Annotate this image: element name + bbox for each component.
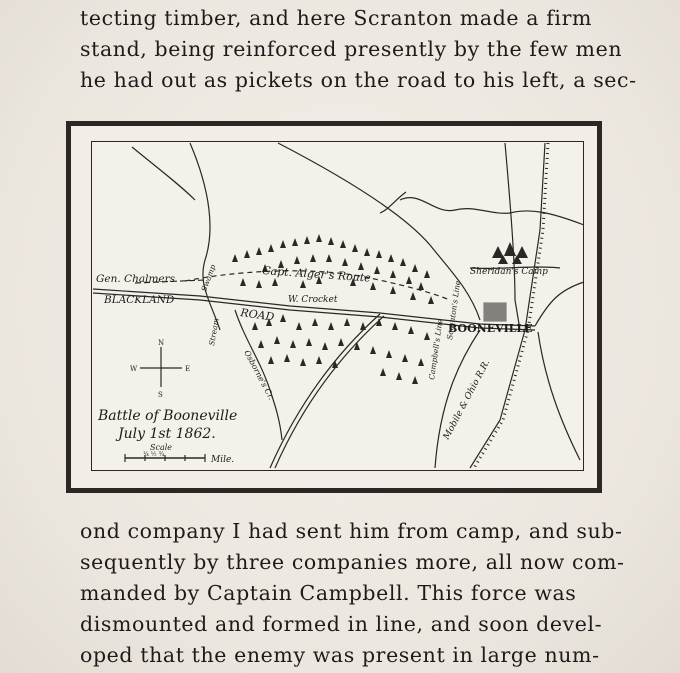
compass-w: W bbox=[130, 365, 138, 373]
map-labels bbox=[96, 263, 548, 465]
label-crocket: W. Crocket bbox=[288, 295, 338, 305]
railroad bbox=[470, 143, 545, 468]
label-mobile-ohio: Mobile & Ohio R.R. bbox=[441, 358, 493, 442]
compass-e: E bbox=[185, 365, 191, 373]
text-bottom bbox=[80, 516, 625, 671]
label-osborne: Osborne's Cr. bbox=[242, 348, 276, 402]
label-campbell-line: Campbell's Line bbox=[427, 318, 445, 381]
label-stream: Stream bbox=[207, 317, 221, 347]
text-line: manded by Captain Campbell. This force was bbox=[80, 581, 577, 605]
label-sheridan-camp: Sheridan's Camp bbox=[470, 267, 548, 277]
compass-n: N bbox=[158, 339, 165, 347]
label-gen-chalmers: Gen. Chalmers bbox=[96, 273, 176, 285]
booneville-block bbox=[484, 303, 506, 321]
road-east bbox=[535, 282, 584, 326]
label-swamp: Swamp bbox=[199, 263, 218, 293]
road-north bbox=[278, 143, 480, 320]
label-mile: Mile. bbox=[211, 455, 235, 465]
text-line: oped that the enemy was present in large num- bbox=[80, 643, 600, 667]
creek-top-right-2 bbox=[380, 192, 406, 213]
text-line: tecting timber, and here Scranton made a firm bbox=[80, 6, 593, 30]
label-scale: Scale bbox=[150, 443, 173, 452]
label-capt-alger: Capt. Alger's Route bbox=[261, 264, 372, 285]
text-line: stand, being reinforced presently by the few men bbox=[80, 37, 623, 61]
label-scale-ticks: ¼ ½ ¾ bbox=[143, 451, 165, 458]
sheridan-camp-tents bbox=[492, 242, 528, 264]
road-north-booneville bbox=[505, 143, 520, 330]
text-line: ond company I had sent him from camp, and sub- bbox=[80, 519, 623, 543]
road-south bbox=[435, 330, 480, 468]
map-title-line1: Battle of Booneville bbox=[98, 408, 238, 424]
map-title-line2: July 1st 1862. bbox=[118, 426, 216, 442]
road-northwest bbox=[132, 147, 195, 200]
label-blackland: BLACKLAND bbox=[104, 294, 175, 306]
text-line: he had out as pickets on the road to his left, a sec- bbox=[80, 68, 637, 92]
text-line: dismounted and formed in line, and soon devel- bbox=[80, 612, 603, 636]
text-line: sequently by three companies more, all now com- bbox=[80, 550, 625, 574]
label-road: ROAD bbox=[239, 306, 276, 324]
compass-s: S bbox=[158, 391, 163, 399]
road-southwest-2 bbox=[275, 316, 384, 468]
label-scranton-line: Scranton's Line bbox=[445, 280, 463, 341]
road-south-2 bbox=[538, 332, 580, 460]
label-booneville: BOONEVILLE bbox=[448, 322, 533, 335]
creek-top-right bbox=[400, 198, 584, 225]
